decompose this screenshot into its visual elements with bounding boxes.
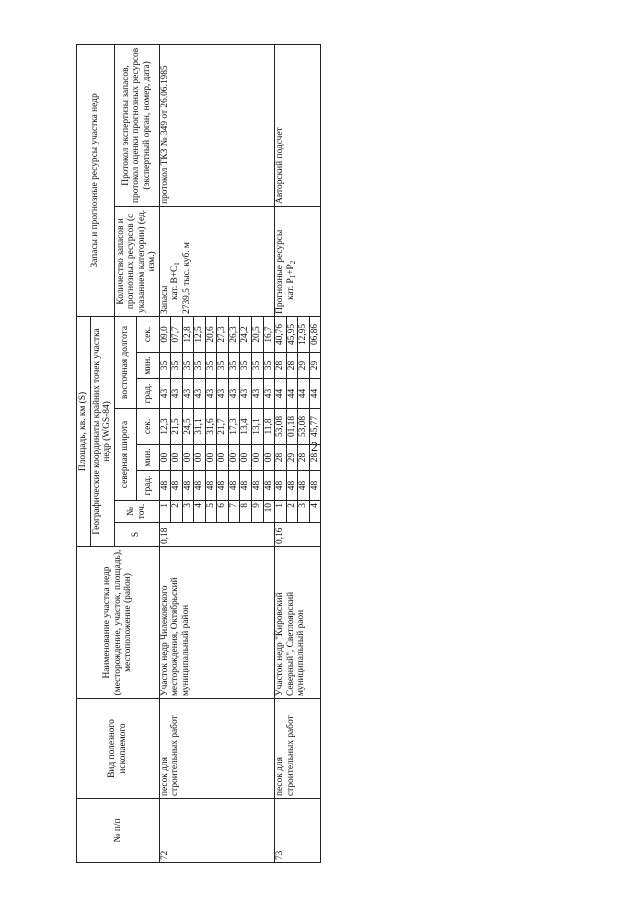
east-sec: 12,8 [182, 316, 194, 352]
east-deg: 44 [286, 379, 298, 409]
north-sec: 21,7 [217, 409, 229, 445]
north-min: 28 [298, 445, 310, 471]
header-north: северная широта [114, 409, 137, 501]
row-protocol: Авторский подсчет [275, 44, 321, 206]
east-deg: 44 [298, 379, 310, 409]
category-subscript: 1 [173, 262, 182, 266]
header-protocol: Протокол экспертизы запасов, протокол оценки прогнозных ресурсов (экспертный орган, номер, дата) [114, 44, 159, 206]
east-min: 35 [182, 353, 194, 379]
east-deg: 43 [240, 379, 252, 409]
east-deg: 43 [205, 379, 217, 409]
header-sec-north: сек. [137, 409, 160, 445]
east-min: 35 [240, 353, 252, 379]
north-deg: 48 [171, 471, 183, 501]
east-min: 35 [228, 353, 240, 379]
north-sec: 31,6 [205, 409, 217, 445]
north-deg: 48 [194, 471, 206, 501]
north-min: 00 [182, 445, 194, 471]
north-min: 28 [275, 445, 287, 471]
north-deg: 48 [286, 471, 298, 501]
row-name: Участок недр "Кировский Северный", Светлоярский муниципальный раон [275, 547, 321, 699]
east-sec: 07,7 [171, 316, 183, 352]
east-sec: 12,95 [298, 316, 310, 352]
header-qty: Количество запасов и прогнозных ресурсов (с указанием категории) (ед. изм.) [114, 206, 159, 316]
point-num: 7 [228, 501, 240, 523]
east-min: 35 [194, 353, 206, 379]
header-num: № п/п [77, 799, 160, 863]
east-min: 35 [159, 353, 171, 379]
header-sec-east: сек. [137, 316, 160, 352]
reserves-label: Прогнозные ресурсы [275, 229, 286, 314]
north-sec: 12,3 [159, 409, 171, 445]
north-min: 00 [263, 445, 275, 471]
north-min: 00 [159, 445, 171, 471]
east-deg: 43 [251, 379, 263, 409]
north-min: 00 [217, 445, 229, 471]
row-mineral: песок для строительных работ [159, 699, 274, 799]
east-deg: 44 [275, 379, 287, 409]
east-min: 28 [275, 353, 287, 379]
header-mineral: Вид полезного ископаемого [77, 699, 160, 799]
north-sec: 53,08 [275, 409, 287, 445]
point-num: 4 [194, 501, 206, 523]
east-deg: 43 [171, 379, 183, 409]
category-text: кат. В+С [170, 265, 181, 300]
north-sec: 13,1 [251, 409, 263, 445]
north-min: 00 [251, 445, 263, 471]
east-deg: 44 [309, 379, 321, 409]
row-protocol: протокол ТКЗ № 349 от 26.06.1985 [159, 44, 274, 206]
header-area: Площадь, кв. км (S) [77, 316, 91, 546]
point-num: 8 [240, 501, 252, 523]
east-min: 35 [251, 353, 263, 379]
row-reserves [159, 206, 274, 316]
header-deg-east: град. [137, 379, 160, 409]
north-deg: 48 [205, 471, 217, 501]
rotated-table-wrapper [76, 45, 346, 863]
east-min: 28 [286, 353, 298, 379]
north-sec: 01,18 [286, 409, 298, 445]
point-num: 6 [217, 501, 229, 523]
reserves-amount: 2739,5 тыс. куб. м [182, 242, 193, 314]
east-sec: 09,0 [159, 316, 171, 352]
row-area: 0,18 [159, 523, 274, 547]
east-sec: 20,6 [205, 316, 217, 352]
east-min: 35 [205, 353, 217, 379]
header-deg-north: град. [137, 471, 160, 501]
reserves-category [286, 209, 298, 314]
north-min: 00 [171, 445, 183, 471]
category-text-2: +Р [285, 264, 296, 275]
north-sec: 24,5 [182, 409, 194, 445]
east-deg: 43 [263, 379, 275, 409]
category-subscript: 1 [288, 274, 297, 279]
row-num: 73 [275, 799, 321, 863]
north-min: 28 [309, 445, 321, 471]
header-min-north: мин. [137, 445, 160, 471]
north-sec: 31,1 [194, 409, 206, 445]
east-sec: 40,76 [275, 316, 287, 352]
point-num: 2 [286, 501, 298, 523]
north-sec: 53,08 [298, 409, 310, 445]
point-num: 2 [171, 501, 183, 523]
east-sec: 27,3 [217, 316, 229, 352]
east-deg: 43 [182, 379, 194, 409]
north-deg: 48 [159, 471, 171, 501]
north-min: 00 [228, 445, 240, 471]
east-min: 29 [298, 353, 310, 379]
north-deg: 48 [228, 471, 240, 501]
north-min: 00 [194, 445, 206, 471]
header-east: восточная долгота [114, 316, 137, 408]
point-num: 1 [275, 501, 287, 523]
east-deg: 43 [217, 379, 229, 409]
north-sec: 45,77 [309, 409, 321, 445]
east-sec: 24,2 [240, 316, 252, 352]
north-deg: 48 [263, 471, 275, 501]
north-min: 00 [205, 445, 217, 471]
header-point: № точ. [114, 501, 159, 523]
north-deg: 48 [182, 471, 194, 501]
north-deg: 48 [309, 471, 321, 501]
table-row [275, 44, 287, 862]
header-s: S [114, 523, 159, 547]
reserves-table [76, 44, 321, 863]
row-num: 72 [159, 799, 274, 863]
page-number: 2 [311, 440, 318, 455]
point-num: 5 [205, 501, 217, 523]
reserves-category [170, 209, 182, 314]
north-sec: 17,3 [228, 409, 240, 445]
point-num: 3 [182, 501, 194, 523]
category-subscript-2: 2 [288, 260, 297, 265]
north-deg: 48 [217, 471, 229, 501]
north-sec: 11,8 [263, 409, 275, 445]
header-name: Наименование участка недр (месторождение, участок, площадь), местоположение (район) [77, 547, 160, 699]
point-num: 1 [159, 501, 171, 523]
point-num: 9 [251, 501, 263, 523]
row-area: 0,16 [275, 523, 321, 547]
north-deg: 48 [275, 471, 287, 501]
east-min: 35 [217, 353, 229, 379]
east-min: 29 [309, 353, 321, 379]
row-name: Участок недр Чилековского месторождения, Октябрьский муниципальный район [159, 547, 274, 699]
header-reserves: Запасы и прогнозные ресурсы участка недр [77, 44, 115, 316]
reserves-label: Запасы [159, 285, 170, 314]
east-min: 35 [263, 353, 275, 379]
east-sec: 16,7 [263, 316, 275, 352]
table-row [159, 44, 171, 862]
east-sec: 20,5 [251, 316, 263, 352]
north-deg: 48 [240, 471, 252, 501]
header-min-east: мин. [137, 353, 160, 379]
header-geo: Географические координаты крайних точек участка недр (WGS-84) [90, 316, 114, 546]
east-deg: 43 [228, 379, 240, 409]
east-deg: 43 [194, 379, 206, 409]
north-sec: 21,5 [171, 409, 183, 445]
north-deg: 48 [251, 471, 263, 501]
east-sec: 45,95 [286, 316, 298, 352]
table-body [159, 44, 320, 862]
point-num: 4 [309, 501, 321, 523]
north-min: 29 [286, 445, 298, 471]
east-sec: 12,5 [194, 316, 206, 352]
east-sec: 26,3 [228, 316, 240, 352]
north-min: 00 [240, 445, 252, 471]
east-min: 35 [171, 353, 183, 379]
row-reserves [275, 206, 321, 316]
north-sec: 13,4 [240, 409, 252, 445]
category-text: кат. Р [285, 278, 296, 300]
point-num: 3 [298, 501, 310, 523]
east-deg: 43 [159, 379, 171, 409]
point-num: 10 [263, 501, 275, 523]
east-sec: 06,86 [309, 316, 321, 352]
row-mineral: песок для строительных работ [275, 699, 321, 799]
north-deg: 48 [298, 471, 310, 501]
